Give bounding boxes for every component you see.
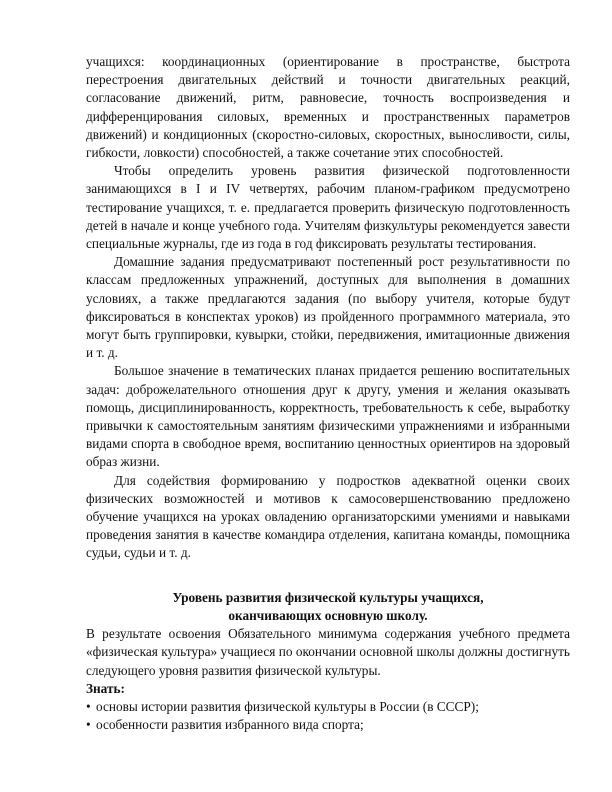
list-item <box>86 698 570 716</box>
bullet-icon: • <box>86 717 91 733</box>
knowledge-list <box>86 698 570 734</box>
bullet-icon: • <box>86 698 91 714</box>
list-item-text: особенности развития избранного вида спорта; <box>96 717 364 733</box>
section-intro: В результате освоения Обязательного минимума содержания учебного предмета «физическая культура» учащиеся по окончании основной школы должны достигнуть следующего уровня развития физической культуры. <box>86 626 570 678</box>
list-item-text: основы истории развития физической культуры в России (в СССР); <box>96 698 479 714</box>
paragraph-homework: Домашние задания предусматривают постепенный рост результативности по классам предложенных упражнений, доступных для выполнения в домашних условиях, а также предлагаются задания (по выбору учителя, которые будут фиксироваться в конспектах уроков) из пройденного программного материала, это могут быть группировки, кувырки, стойки, передвижения, имитационные движения и т. д. <box>86 254 570 361</box>
paragraph-abilities: учащихся: координационных (ориентирование в пространстве, быстрота перестроения двигательных действий и точности двигательных реакций, согласование движений, ритм, равновесие, точность воспроизведения и дифференцирования силовых, временных и пространственных параметров движений) и кондиционных (скоростно-силовых, скоростных, выносливости, силы, гибкости, ловкости) способностей, а также сочетание этих способностей. <box>86 54 570 161</box>
know-label: Знать: <box>86 680 125 696</box>
paragraph-organizational-skills: Для содействия формированию у подростков адекватной оценки своих физических возможностей и мотивов к самосовершенствованию предложено обучение учащихся на уроках овладению организаторскими умениями и навыками проведения занятия в качестве командира отделения, капитана команды, помощника судьи, судьи и т. д. <box>86 472 570 561</box>
paragraph-education-tasks: Большое значение в тематических планах придается решению воспитательных задач: доброжелательного отношения друг к другу, умения и желания оказывать помощь, дисциплинированность, корректность, требовательность к себе, выработку привычки к самостоятельным занятиям физическими упражнениями и избранными видами спорта в свободное время, воспитанию ценностных ориентиров на здоровый образ жизни. <box>86 363 570 470</box>
paragraph-testing: Чтобы определить уровень развития физической подготовленности занимающихся в I и IV четвертях, рабочим планом-графиком предусмотрено тестирование учащихся, т. е. предлагается проверить физическую подготовленность детей в начале и конце учебного года. Учителям физкультуры рекомендуется завести специальные журналы, где из года в год фиксировать результаты тестирования. <box>86 163 570 252</box>
section-heading: Уровень развития физической культуры учащихся, оканчивающих основную школу. <box>172 589 484 623</box>
document-page <box>86 53 570 734</box>
list-item <box>86 716 570 734</box>
